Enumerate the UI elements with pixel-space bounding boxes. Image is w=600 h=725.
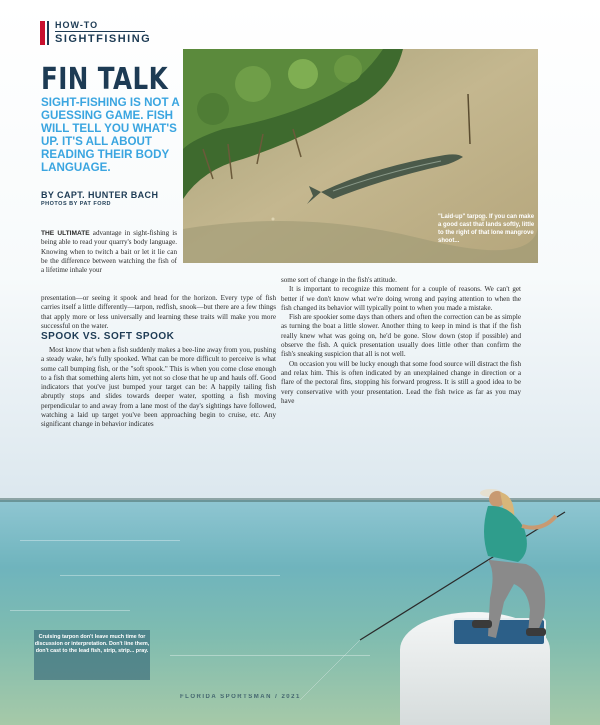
photo-caption-bottom: Cruising tarpon don't leave much time for discussion or interpretation. Don't line them, don't cast to the lead fish, strip, strip... pray. [34, 630, 150, 680]
header-divider [55, 31, 145, 32]
photo-caption-top: "Laid-up" tarpon. If you can make a good cast that lands softly, little to the right of that lone mangrove shoot... [438, 214, 535, 244]
byline: BY CAPT. HUNTER BACH [41, 190, 159, 200]
article-title: FIN TALK [41, 62, 169, 97]
intro-cont-paragraph: presentation—or seeing it spook and head for the horizon. Every type of fish carries itself a little differently—tarpon, redfish, snook—but there are a few things that apply more or less universally and learning these traits will make you more successful on the water. [41, 294, 276, 330]
body-column-right [281, 276, 521, 406]
body-paragraph: It is important to recognize this moment for a couple of reasons. We can't get better if we don't know what we're doing wrong and paying attention to when the fish changed its behavior will typically point to when you made a mistake. [281, 285, 521, 312]
intro-lead: THE ULTIMATE [41, 230, 90, 237]
intro-paragraph [41, 229, 177, 275]
photo-credit: PHOTOS BY PAT FORD [41, 201, 112, 207]
page-footer: FLORIDA SPORTSMAN / 2021 [180, 694, 301, 700]
article-deck: SIGHT-FISHING IS NOT A GUESSING GAME. FISH WILL TELL YOU WHAT'S UP. IT'S ALL ABOUT READING THEIR BODY LANGUAGE. [41, 96, 180, 174]
body-paragraph: On occasion you will be lucky enough that some food source will distract the fish and relax him. This is often indicated by an unexplained change in direction or a flare of the pectoral fins, stopping his forward progress. It is still a good idea to be very conservative with your presentation. Lead the fish twice as far as you may have [281, 359, 521, 405]
body-paragraph: Fish are spookier some days than others and often the correction can be as simple as turning the boat a little slower. Another thing to keep in mind is that if the fish really knew what was going on, he'd be gone. Slow down (stop if possible) and observe the fish. A quick presentation usually does little other than confirm the fish's sneaking suspicion that all is not well. [281, 313, 521, 359]
intro-text: advantage in sight-fishing is being able to read your quarry's body language. Knowing when to twitch a bait or let it lie can be the difference between watching the fish of a lifetime inhale your [41, 229, 177, 275]
intro-column [41, 229, 177, 275]
body-paragraph: some sort of change in the fish's attitude. [281, 276, 397, 284]
header-accent-bar [40, 21, 45, 45]
body-column-left [41, 346, 276, 430]
header-accent-bar [47, 21, 49, 45]
kicker-label: HOW-TO [55, 20, 99, 30]
intro-continuation [41, 294, 276, 331]
body-paragraph: Most know that when a fish suddenly makes a bee-line away from you, pushing a steady wake, he's fully spooked. What can be more difficult to perceive is what some call bumping fish, or the "soft spook." This is when you come close enough to a fish that something alerts him, yet not so close that he up and hauls off. Good indicators that you've just bumped your target can be: A happily tailing fish abruptly stops and slides towards deeper water, spotting a fish moving perpendicular to and away from a lane most of the day's sightings have followed, watching a laid up target you've been approaching begin to cruise, etc. Any significant change in behavior indicates [41, 346, 276, 429]
section-label: SIGHTFISHING [55, 33, 152, 45]
section-subhead: SPOOK VS. SOFT SPOOK [41, 331, 175, 342]
